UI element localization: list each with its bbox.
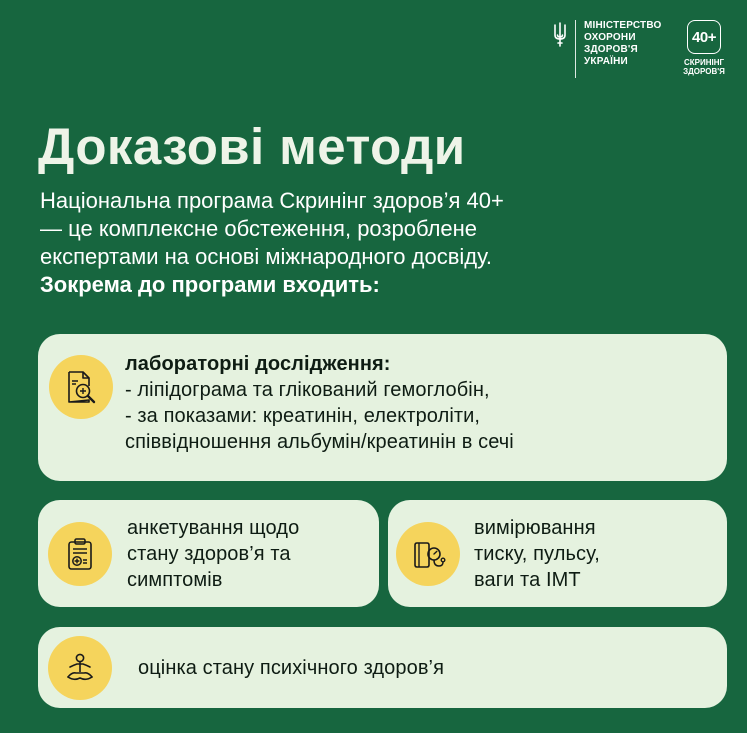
screening-logo xyxy=(680,20,728,76)
document-magnifier-icon xyxy=(63,369,99,405)
ministry-line: ЗДОРОВ'Я xyxy=(584,44,638,55)
intro-line: експертами на основі міжнародного досвіду. xyxy=(40,244,493,269)
screening-badge: 40+ xyxy=(687,20,721,54)
intro-bold-line: Зокрема до програми входить: xyxy=(40,272,380,297)
survey-card xyxy=(38,500,379,607)
mental-icon-circle xyxy=(48,636,112,700)
measurements-line: вимірювання xyxy=(474,516,596,539)
screening-caption-line: ЗДОРОВ'Я xyxy=(683,67,725,76)
measurements-card xyxy=(388,500,727,607)
survey-line: стану здоров’я та xyxy=(127,542,291,565)
screening-caption-line: СКРИНІНГ xyxy=(683,58,725,67)
measurements-line: ваги та ІМТ xyxy=(474,568,581,591)
ministry-divider xyxy=(575,20,576,78)
lab-tests-card xyxy=(38,334,727,481)
trident-icon xyxy=(553,22,567,48)
intro-paragraph xyxy=(40,187,680,299)
blood-pressure-monitor-icon xyxy=(410,536,446,572)
lab-tests-title: лабораторні дослідження: xyxy=(125,353,391,375)
clipboard-medical-icon xyxy=(62,536,98,572)
screening-caption xyxy=(680,58,728,76)
page-title: Доказові методи xyxy=(38,118,466,175)
survey-line: анкетування щодо xyxy=(127,516,300,539)
ministry-line: УКРАЇНИ xyxy=(584,56,628,67)
intro-line: — це комплексне обстеження, розроблене xyxy=(40,216,478,241)
intro-line: Національна програма Скринінг здоров’я 40+ xyxy=(40,188,504,213)
ministry-name xyxy=(584,20,662,68)
survey-icon-circle xyxy=(48,522,112,586)
mental-health-card xyxy=(38,627,727,708)
ministry-line: ОХОРОНИ xyxy=(584,32,636,43)
survey-line: симптомів xyxy=(127,568,223,591)
lab-tests-line: співвідношення альбумін/креатинін в сечі xyxy=(125,431,514,453)
ministry-logo xyxy=(553,20,662,78)
measurements-text xyxy=(474,515,600,593)
measurements-line: тиску, пульсу, xyxy=(474,542,600,565)
meditation-icon xyxy=(62,650,98,686)
lab-icon-circle xyxy=(49,355,113,419)
lab-tests-text xyxy=(125,351,514,455)
mental-health-text: оцінка стану психічного здоров’я xyxy=(138,656,445,679)
lab-tests-line: - ліпідограма та глікований гемоглобін, xyxy=(125,379,490,401)
lab-tests-line: - за показами: креатинін, електроліти, xyxy=(125,405,481,427)
measurements-icon-circle xyxy=(396,522,460,586)
survey-text xyxy=(127,515,299,593)
ministry-line: МІНІСТЕРСТВО xyxy=(584,20,662,31)
